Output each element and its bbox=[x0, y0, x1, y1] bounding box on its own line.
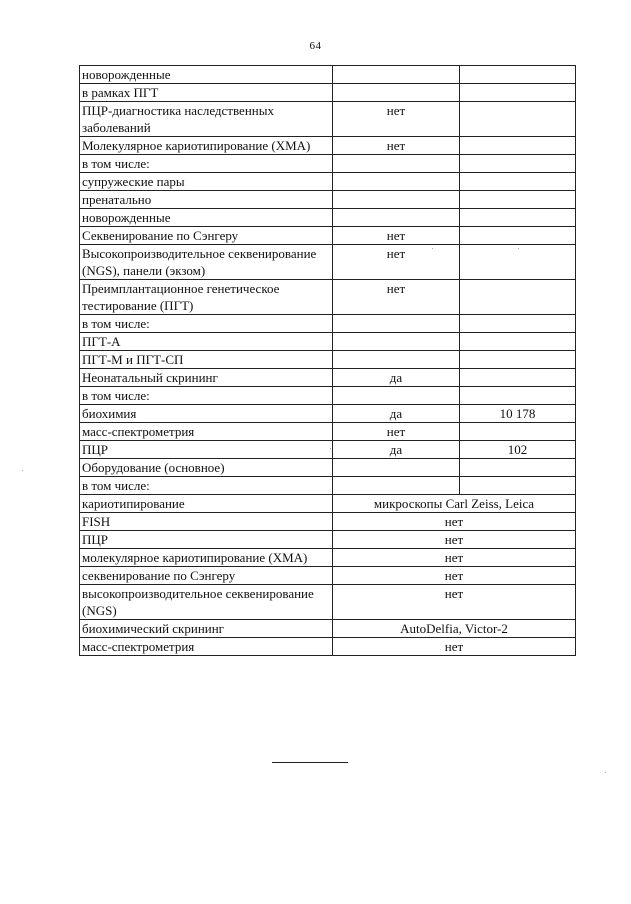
equipment-value: нет bbox=[333, 585, 576, 620]
equipment-label: молекулярное кариотипирование (ХМА) bbox=[80, 549, 333, 567]
table-row bbox=[80, 137, 576, 155]
row-count bbox=[460, 477, 576, 495]
row-availability: да bbox=[333, 369, 460, 387]
table-row bbox=[80, 227, 576, 245]
row-availability bbox=[333, 155, 460, 173]
equipment-value: нет bbox=[333, 531, 576, 549]
row-label: новорожденные bbox=[80, 209, 333, 227]
row-count bbox=[460, 315, 576, 333]
table-row bbox=[80, 351, 576, 369]
table-row bbox=[80, 315, 576, 333]
row-availability: да bbox=[333, 441, 460, 459]
row-count bbox=[460, 280, 576, 315]
row-label: ПЦР bbox=[80, 441, 333, 459]
row-count bbox=[460, 227, 576, 245]
row-availability: нет bbox=[333, 423, 460, 441]
row-availability: нет bbox=[333, 280, 460, 315]
table-row bbox=[80, 155, 576, 173]
equipment-value: AutoDelfia, Victor-2 bbox=[333, 620, 576, 638]
row-label: Высокопроизводительное секвенирование (NGS), панели (экзом) bbox=[80, 245, 333, 280]
row-count bbox=[460, 459, 576, 477]
scan-speck bbox=[605, 772, 606, 773]
row-count: 10 178 bbox=[460, 405, 576, 423]
row-count bbox=[460, 351, 576, 369]
row-label: биохимия bbox=[80, 405, 333, 423]
row-availability: нет bbox=[333, 102, 460, 137]
row-count bbox=[460, 173, 576, 191]
scan-speck bbox=[518, 248, 519, 249]
equipment-row bbox=[80, 513, 576, 531]
equipment-row bbox=[80, 567, 576, 585]
row-availability bbox=[333, 173, 460, 191]
equipment-value: нет bbox=[333, 638, 576, 656]
table-row bbox=[80, 102, 576, 137]
equipment-row bbox=[80, 549, 576, 567]
equipment-statistics-table bbox=[79, 65, 576, 656]
row-label: в том числе: bbox=[80, 387, 333, 405]
row-count bbox=[460, 209, 576, 227]
table-row bbox=[80, 173, 576, 191]
row-label: масс-спектрометрия bbox=[80, 423, 333, 441]
table-row bbox=[80, 387, 576, 405]
table-row bbox=[80, 245, 576, 280]
table-row bbox=[80, 333, 576, 351]
table-row bbox=[80, 369, 576, 387]
equipment-value: нет bbox=[333, 549, 576, 567]
row-availability bbox=[333, 333, 460, 351]
row-count bbox=[460, 423, 576, 441]
row-count bbox=[460, 191, 576, 209]
table-row bbox=[80, 191, 576, 209]
equipment-label: биохимический скрининг bbox=[80, 620, 333, 638]
equipment-label: высокопроизводительное секвенирование (NGS) bbox=[80, 585, 333, 620]
row-count bbox=[460, 369, 576, 387]
table-row bbox=[80, 84, 576, 102]
equipment-label: FISH bbox=[80, 513, 333, 531]
row-availability bbox=[333, 209, 460, 227]
scan-speck bbox=[432, 248, 433, 249]
row-availability bbox=[333, 477, 460, 495]
equipment-label: секвенирование по Сэнгеру bbox=[80, 567, 333, 585]
row-count bbox=[460, 137, 576, 155]
row-label: Преимплантационное генетическое тестирование (ПГТ) bbox=[80, 280, 333, 315]
row-availability: нет bbox=[333, 227, 460, 245]
signature-line bbox=[272, 762, 348, 763]
row-count: 102 bbox=[460, 441, 576, 459]
row-availability bbox=[333, 387, 460, 405]
row-availability bbox=[333, 315, 460, 333]
row-count bbox=[460, 66, 576, 84]
equipment-row bbox=[80, 531, 576, 549]
row-availability: нет bbox=[333, 137, 460, 155]
table-row bbox=[80, 423, 576, 441]
equipment-row bbox=[80, 638, 576, 656]
table-row bbox=[80, 405, 576, 423]
scan-speck bbox=[330, 448, 331, 449]
row-availability bbox=[333, 66, 460, 84]
table-row bbox=[80, 66, 576, 84]
table-row bbox=[80, 459, 576, 477]
row-label: Оборудование (основное) bbox=[80, 459, 333, 477]
equipment-row bbox=[80, 585, 576, 620]
row-label: в том числе: bbox=[80, 155, 333, 173]
row-availability bbox=[333, 459, 460, 477]
page-number: 64 bbox=[309, 40, 322, 52]
row-label: в рамках ПГТ bbox=[80, 84, 333, 102]
equipment-value: микроскопы Carl Zeiss, Leica bbox=[333, 495, 576, 513]
row-label: ПЦР-диагностика наследственных заболеваний bbox=[80, 102, 333, 137]
row-count bbox=[460, 387, 576, 405]
equipment-value: нет bbox=[333, 513, 576, 531]
row-label: в том числе: bbox=[80, 315, 333, 333]
row-count bbox=[460, 155, 576, 173]
row-label: ПГТ-А bbox=[80, 333, 333, 351]
row-label: пренатально bbox=[80, 191, 333, 209]
row-availability bbox=[333, 84, 460, 102]
row-count bbox=[460, 245, 576, 280]
row-count bbox=[460, 102, 576, 137]
row-availability: да bbox=[333, 405, 460, 423]
row-availability bbox=[333, 191, 460, 209]
row-label: ПГТ-М и ПГТ-СП bbox=[80, 351, 333, 369]
table-row bbox=[80, 209, 576, 227]
equipment-label: масс-спектрометрия bbox=[80, 638, 333, 656]
scan-speck bbox=[22, 470, 23, 471]
row-label: Молекулярное кариотипирование (ХМА) bbox=[80, 137, 333, 155]
equipment-row bbox=[80, 495, 576, 513]
equipment-row bbox=[80, 620, 576, 638]
row-label: Секвенирование по Сэнгеру bbox=[80, 227, 333, 245]
row-count bbox=[460, 84, 576, 102]
row-label: в том числе: bbox=[80, 477, 333, 495]
table-row bbox=[80, 477, 576, 495]
table-row bbox=[80, 441, 576, 459]
row-availability: нет bbox=[333, 245, 460, 280]
row-label: супружеские пары bbox=[80, 173, 333, 191]
table-row bbox=[80, 280, 576, 315]
row-label: новорожденные bbox=[80, 66, 333, 84]
equipment-label: кариотипирование bbox=[80, 495, 333, 513]
row-label: Неонатальный скрининг bbox=[80, 369, 333, 387]
equipment-value: нет bbox=[333, 567, 576, 585]
equipment-label: ПЦР bbox=[80, 531, 333, 549]
row-count bbox=[460, 333, 576, 351]
row-availability bbox=[333, 351, 460, 369]
